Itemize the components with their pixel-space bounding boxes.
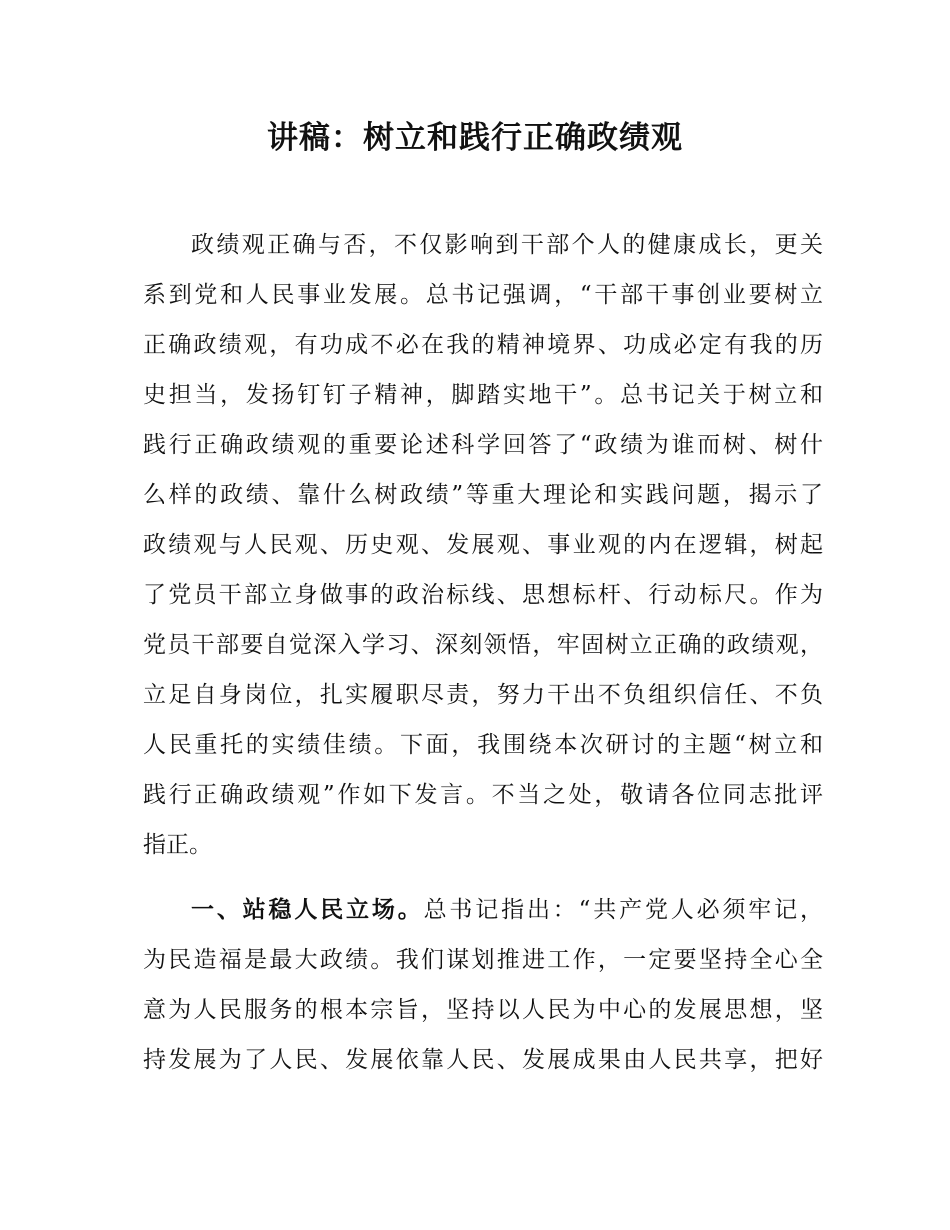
document-title: 讲稿：树立和践行正确政绩观 [267,120,683,156]
paragraph-line: 了党员干部立身做事的政治标线、思想标杆、行动标尺。作为 [143,582,823,608]
paragraph-line: 正确政绩观，有功成不必在我的精神境界、功成必定有我的历 [143,332,823,358]
paragraph-line: 史担当，发扬钉钉子精神，脚踏实地干”。总书记关于树立和 [143,382,823,408]
section-heading-line [191,885,823,935]
paragraph-line: 指正。 [143,832,212,858]
paragraph-line: 系到党和人民事业发展。总书记强调，“干部干事创业要树立 [143,282,823,308]
paragraph-line: 政绩观正确与否，不仅影响到干部个人的健康成长，更关 [191,232,823,258]
paragraph-line: 么样的政绩、靠什么树政绩”等重大理论和实践问题，揭示了 [143,482,823,508]
section-heading-rest: 总书记指出：“共产党人必须牢记， [423,897,823,923]
paragraph-line: 党员干部要自觉深入学习、深刻领悟，牢固树立正确的政绩观， [143,632,823,658]
paragraph-line: 践行正确政绩观”作如下发言。不当之处，敬请各位同志批评 [143,782,823,808]
paragraph-line: 意为人民服务的根本宗旨，坚持以人民为中心的发展思想，坚 [143,997,823,1023]
paragraph-line: 政绩观与人民观、历史观、发展观、事业观的内在逻辑，树起 [143,532,823,558]
paragraph-line: 人民重托的实绩佳绩。下面，我围绕本次研讨的主题“树立和 [143,732,823,758]
paragraph-line: 持发展为了人民、发展依靠人民、发展成果由人民共享，把好 [143,1047,823,1073]
paragraph-line: 为民造福是最大政绩。我们谋划推进工作，一定要坚持全心全 [143,947,823,973]
paragraph-line: 践行正确政绩观的重要论述科学回答了“政绩为谁而树、树什 [143,432,823,458]
section-heading: 一、站稳人民立场。 [191,897,424,923]
paragraph-line: 立足自身岗位，扎实履职尽责，努力干出不负组织信任、不负 [143,682,823,708]
